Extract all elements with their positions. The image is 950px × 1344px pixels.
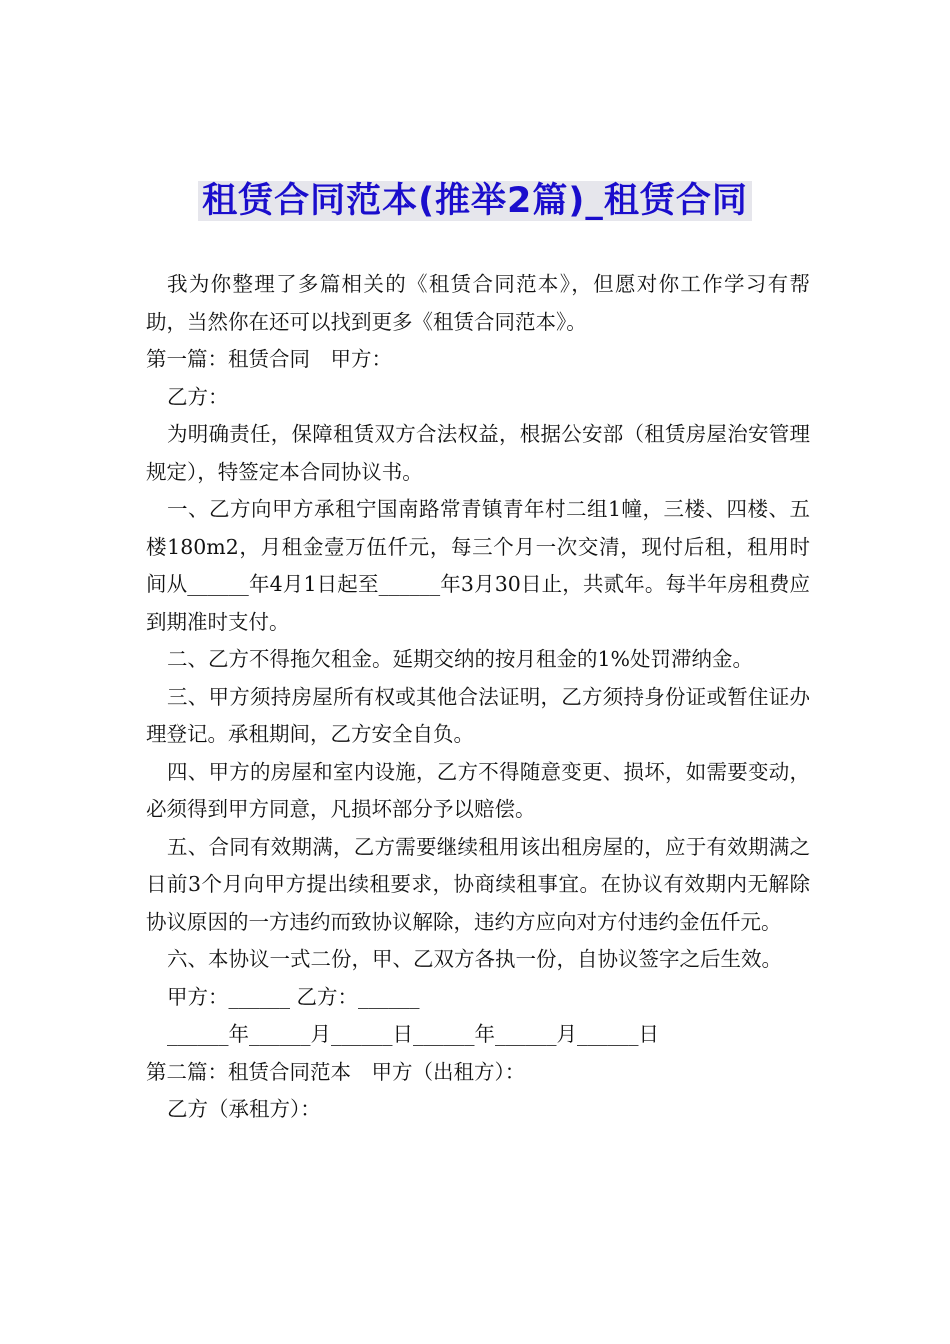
section-one-heading: 第一篇：租赁合同 甲方： [146, 347, 392, 371]
document-title [0, 176, 950, 226]
signature-line: 甲方：______ 乙方：______ [167, 984, 420, 1009]
clause-six: 六、本协议一式二份，甲、乙双方各执一份，自协议签字之后生效。 [167, 947, 782, 971]
clause-two: 二、乙方不得拖欠租金。延期交纳的按月租金的1%处罚滞纳金。 [167, 647, 754, 671]
clause-one: 一、乙方向甲方承租宁国南路常青镇青年村二组1幢，三楼、四楼、五楼180m2，月租金壹万伍仟元，每三个月一次交清，现付后租，租用时间从______年4月1日起至______年3月30日止，共贰年。每半年房租费应到期准时支付。 [146, 497, 810, 634]
party-b-line: 乙方： [167, 384, 229, 409]
section-two-party-b: 乙方（承租方）： [167, 1097, 321, 1121]
clause-three: 三、甲方须持房屋所有权或其他合法证明，乙方须持身份证或暂住证办理登记。承租期间，乙方安全自负。 [146, 684, 810, 746]
intro-paragraph: 我为你整理了多篇相关的《租赁合同范本》，但愿对你工作学习有帮助，当然你在还可以找到更多《租赁合同范本》。 [146, 272, 810, 334]
clause-four: 四、甲方的房屋和室内设施，乙方不得随意变更、损坏，如需要变动，必须得到甲方同意，凡损坏部分予以赔偿。 [146, 759, 810, 821]
document-title-text: 租赁合同范本(推举2篇)_租赁合同 [198, 181, 752, 221]
section-two-heading: 第二篇：租赁合同范本 甲方（出租方）： [146, 1059, 526, 1084]
date-line: ______年______月______日______年______月______日 [167, 1022, 659, 1046]
clause-five: 五、合同有效期满，乙方需要继续租用该出租房屋的，应于有效期满之日前3个月向甲方提出续租要求，协商续租事宜。在协议有效期内无解除协议原因的一方违约而致协议解除，违约方应向对方付违约金伍仟元。 [146, 834, 810, 934]
document-body [146, 266, 810, 1129]
preamble-paragraph: 为明确责任，保障租赁双方合法权益，根据公安部（租赁房屋治安管理规定），特签定本合同协议书。 [146, 422, 810, 484]
